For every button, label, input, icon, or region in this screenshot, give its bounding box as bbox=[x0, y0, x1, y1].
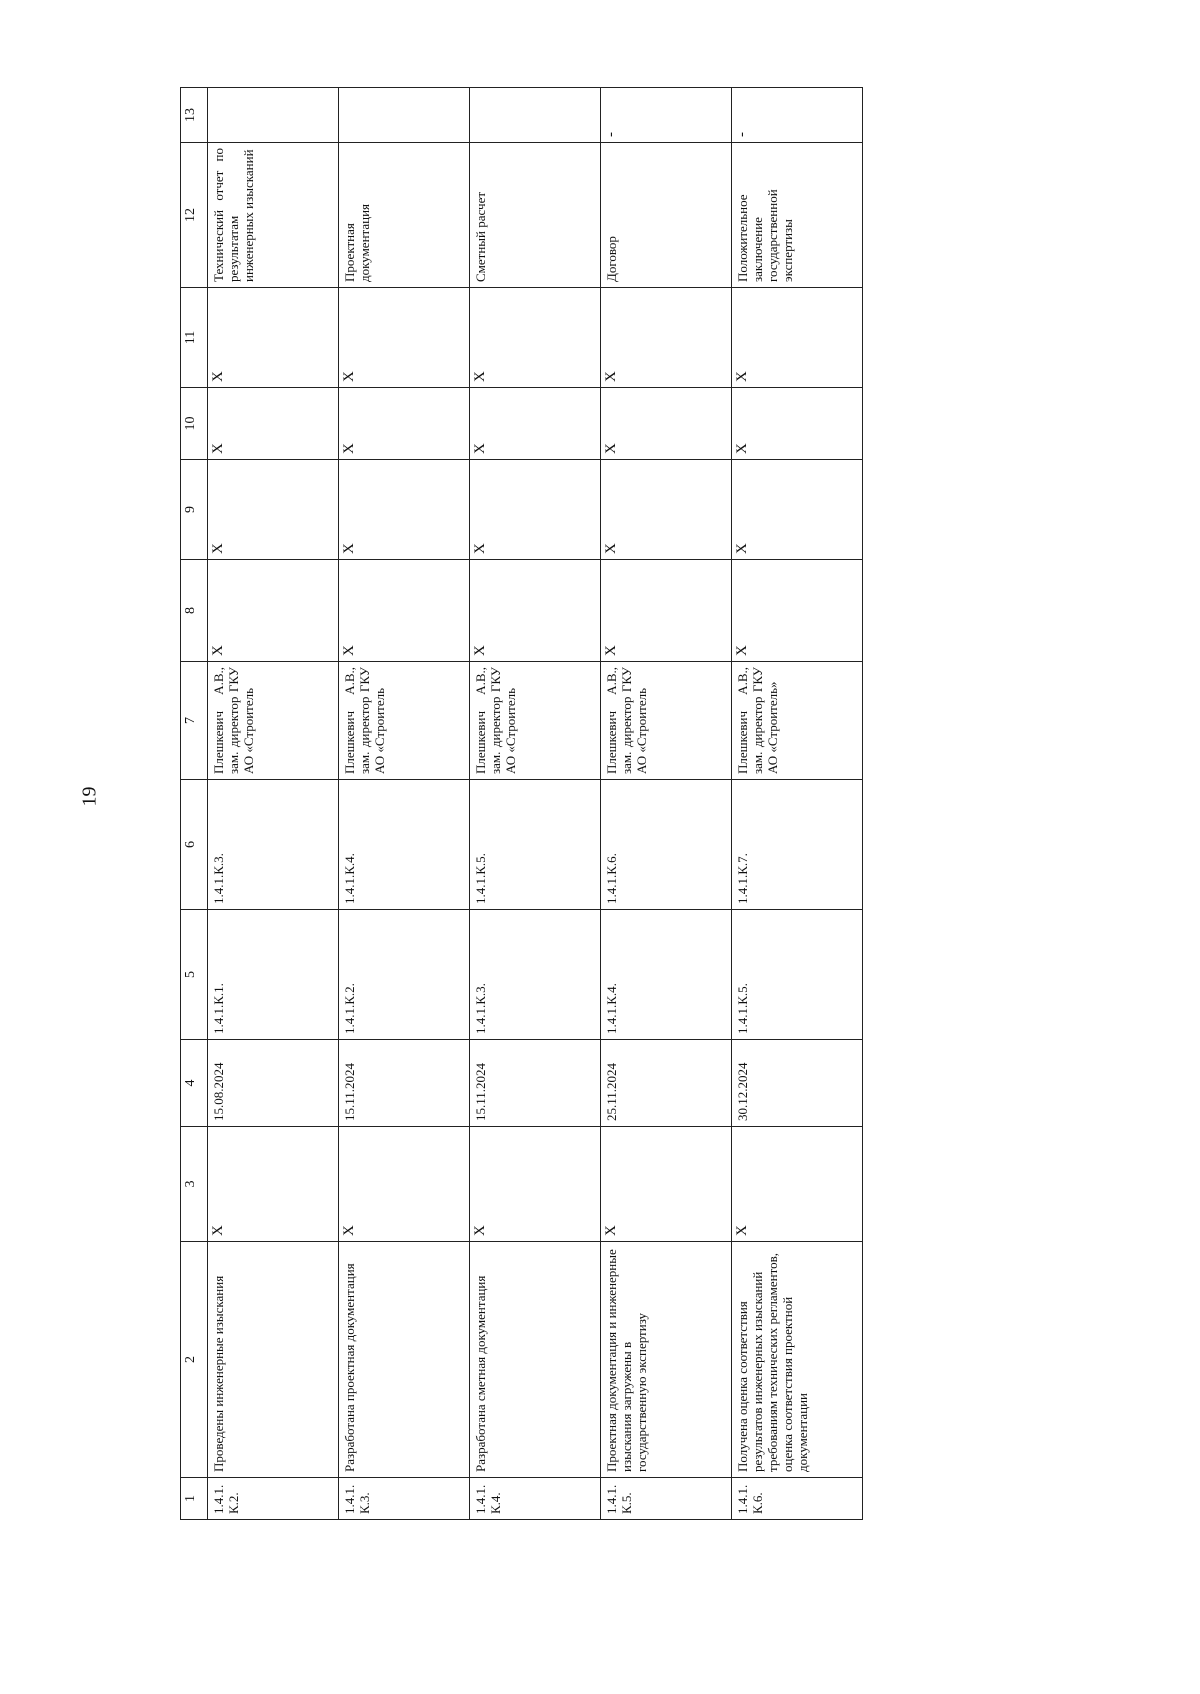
table-cell: Договор bbox=[601, 143, 732, 288]
table-cell: Х bbox=[732, 288, 863, 388]
rotated-table-container bbox=[180, 88, 930, 1520]
header-cell: 12 bbox=[181, 143, 208, 288]
table-cell: 1.4.1.К.4. bbox=[470, 1478, 601, 1520]
table-cell: Технический отчет по результатам инженерных изысканий bbox=[208, 143, 339, 288]
table-cell: Х bbox=[601, 560, 732, 662]
table-cell: 1.4.1.К.2. bbox=[339, 910, 470, 1040]
table-cell: 1.4.1.К.4. bbox=[601, 910, 732, 1040]
table-cell: Х bbox=[208, 460, 339, 560]
table-cell: - bbox=[601, 88, 732, 143]
table-cell: Х bbox=[208, 560, 339, 662]
header-cell: 11 bbox=[181, 288, 208, 388]
table-cell: Разработана сметная документация bbox=[470, 1242, 601, 1478]
table-cell: Х bbox=[732, 388, 863, 460]
table-cell: 25.11.2024 bbox=[601, 1040, 732, 1127]
table-row bbox=[208, 88, 339, 1520]
table-row bbox=[339, 88, 470, 1520]
table-cell: 1.4.1.К.6. bbox=[732, 1478, 863, 1520]
table-cell: 1.4.1.К.3. bbox=[208, 780, 339, 910]
table-cell: 1.4.1.К.7. bbox=[732, 780, 863, 910]
header-cell: 5 bbox=[181, 910, 208, 1040]
table-row bbox=[601, 88, 732, 1520]
table-row bbox=[470, 88, 601, 1520]
header-cell: 8 bbox=[181, 560, 208, 662]
table-cell: Х bbox=[470, 460, 601, 560]
header-cell: 7 bbox=[181, 662, 208, 780]
table-cell: 1.4.1.К.5. bbox=[732, 910, 863, 1040]
table-cell: 30.12.2024 bbox=[732, 1040, 863, 1127]
table-cell: 15.11.2024 bbox=[339, 1040, 470, 1127]
table-cell: Х bbox=[470, 388, 601, 460]
table-cell: Х bbox=[339, 1127, 470, 1242]
table-cell: Сметный расчет bbox=[470, 143, 601, 288]
table-cell: Плешкевич А.В., зам. директор ГКУ АО «Строитель bbox=[470, 662, 601, 780]
table-cell: 1.4.1.К.2. bbox=[208, 1478, 339, 1520]
table-cell: Х bbox=[601, 388, 732, 460]
header-cell: 10 bbox=[181, 388, 208, 460]
table-cell: Х bbox=[601, 288, 732, 388]
table-cell: Проектная документация bbox=[339, 143, 470, 288]
table-cell: 15.08.2024 bbox=[208, 1040, 339, 1127]
table-cell bbox=[339, 88, 470, 143]
header-cell: 1 bbox=[181, 1478, 208, 1520]
table-cell bbox=[470, 88, 601, 143]
table-cell: Х bbox=[208, 388, 339, 460]
table-cell: Положительное заключение государственной экспертизы bbox=[732, 143, 863, 288]
table-cell: 1.4.1.К.4. bbox=[339, 780, 470, 910]
schedule-table bbox=[180, 87, 863, 1520]
table-cell: Плешкевич А.В., зам. директор ГКУ АО «Строитель bbox=[208, 662, 339, 780]
table-cell: Плешкевич А.В., зам. директор ГКУ АО «Строитель» bbox=[732, 662, 863, 780]
table-cell: Х bbox=[601, 1127, 732, 1242]
table-cell: Х bbox=[732, 460, 863, 560]
table-cell: Х bbox=[470, 1127, 601, 1242]
table-cell: 1.4.1.К.1. bbox=[208, 910, 339, 1040]
header-row bbox=[181, 88, 208, 1520]
table-cell: 1.4.1.К.6. bbox=[601, 780, 732, 910]
header-cell: 13 bbox=[181, 88, 208, 143]
table-cell: Х bbox=[470, 288, 601, 388]
table-cell: Разработана проектная документация bbox=[339, 1242, 470, 1478]
table-cell: - bbox=[732, 88, 863, 143]
table-cell: Х bbox=[339, 460, 470, 560]
header-cell: 9 bbox=[181, 460, 208, 560]
table-cell: Х bbox=[732, 560, 863, 662]
table-cell bbox=[208, 88, 339, 143]
header-cell: 3 bbox=[181, 1127, 208, 1242]
table-cell: Х bbox=[732, 1127, 863, 1242]
table-cell: 1.4.1.К.5. bbox=[601, 1478, 732, 1520]
table-cell: 1.4.1.К.3. bbox=[470, 910, 601, 1040]
header-cell: 6 bbox=[181, 780, 208, 910]
table-cell: 1.4.1.К.5. bbox=[470, 780, 601, 910]
header-cell: 2 bbox=[181, 1242, 208, 1478]
table-cell: Х bbox=[208, 1127, 339, 1242]
table-cell: 1.4.1.К.3. bbox=[339, 1478, 470, 1520]
table-cell: Х bbox=[339, 388, 470, 460]
table-cell: Проектная документация и инженерные изыскания загружены в государственную экспертизу bbox=[601, 1242, 732, 1478]
table-cell: Х bbox=[208, 288, 339, 388]
header-cell: 4 bbox=[181, 1040, 208, 1127]
table-cell: Получена оценка соответствия результатов инженерных изысканий требованиям технических регламентов, оценка соответствия проектной документации bbox=[732, 1242, 863, 1478]
table-cell: Плешкевич А.В., зам. директор ГКУ АО «Строитель bbox=[339, 662, 470, 780]
table-cell: Х bbox=[339, 560, 470, 662]
table-cell: Плешкевич А.В., зам. директор ГКУ АО «Строитель bbox=[601, 662, 732, 780]
table-cell: Х bbox=[601, 460, 732, 560]
table-row bbox=[732, 88, 863, 1520]
table-cell: Проведены инженерные изыскания bbox=[208, 1242, 339, 1478]
table-cell: Х bbox=[339, 288, 470, 388]
table-cell: Х bbox=[470, 560, 601, 662]
page-number: 19 bbox=[78, 786, 101, 807]
table-cell: 15.11.2024 bbox=[470, 1040, 601, 1127]
